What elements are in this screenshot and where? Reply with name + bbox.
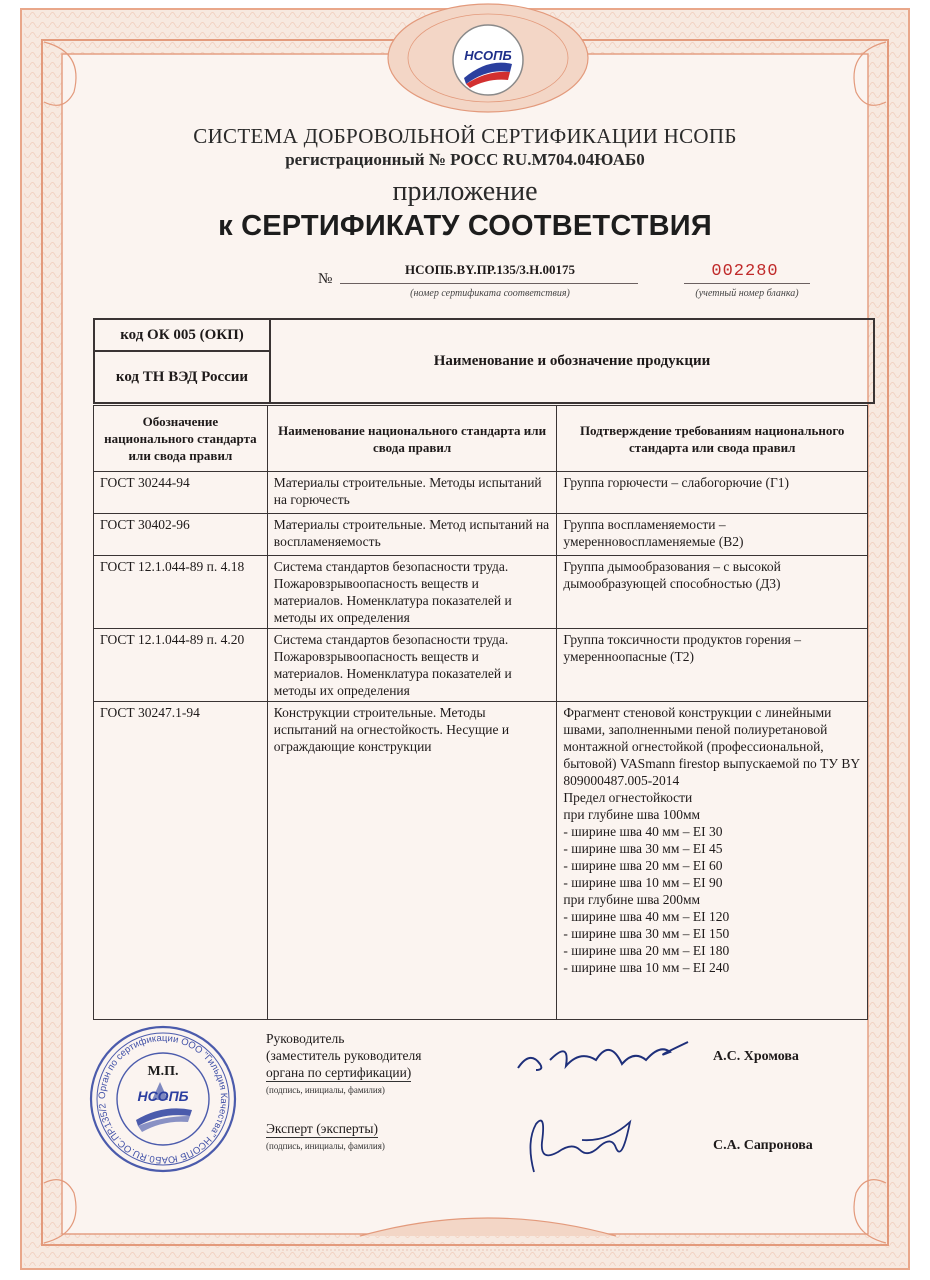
expert-signature <box>512 1102 642 1180</box>
standard-cell: ГОСТ 12.1.044-89 п. 4.18 <box>94 556 268 629</box>
head-signature-block <box>266 1030 422 1099</box>
standards-table <box>93 405 868 1020</box>
system-title: СИСТЕМА ДОБРОВОЛЬНОЙ СЕРТИФИКАЦИИ НСОПБ <box>193 124 737 148</box>
stamp-logo-text: НСОПБ <box>137 1088 189 1104</box>
confirmation-cell: Группа воспламеняемости – умеренновоспламеняемые (В2) <box>557 514 868 556</box>
product-name-title: Наименование и обозначение продукции <box>270 319 874 403</box>
head-name: А.С. Хромова <box>713 1049 799 1064</box>
certificate-number-caption: (номер сертификата соответствия) <box>410 288 570 299</box>
standard-name-cell: Материалы строительные. Метод испытаний на воспламеняемость <box>267 514 557 556</box>
list-item: - ширине шва 30 мм – EI 45 <box>563 841 723 856</box>
confirmation-cell: Группа токсичности продуктов горения – умеренноопасные (Т2) <box>557 629 868 702</box>
head-title-organ: органа по сертификации) <box>266 1065 412 1080</box>
list-item: - ширине шва 40 мм – EI 30 <box>563 824 723 839</box>
list-item: Предел огнестойкости <box>563 790 693 805</box>
table-header-row <box>94 406 868 472</box>
table-row <box>94 702 868 1020</box>
list-item: при глубине шва 100мм <box>563 807 701 822</box>
standard-name-cell: Система стандартов безопасности труда. Пожаровзрывоопасность веществ и материалов. Номенклатура показателей и методы их определения <box>267 629 557 702</box>
stamp-ring-text: Орган по сертификации ООО "Гильдия Качества" НСОПБ ЮАБ0.RU.ОС.ПР.135/2 <box>96 1032 230 1166</box>
official-stamp <box>88 1024 238 1179</box>
blank-number-caption: (учетный номер бланка) <box>695 288 799 299</box>
standard-cell: ГОСТ 30247.1-94 <box>94 702 268 1020</box>
number-label: № <box>318 271 333 287</box>
appendix-title: приложение <box>392 176 538 207</box>
standard-cell: ГОСТ 12.1.044-89 п. 4.20 <box>94 629 268 702</box>
confirmation-cell <box>557 702 868 1020</box>
certificate-number: НСОПБ.BY.ПР.135/3.Н.00175 <box>404 262 576 277</box>
head-title: Руководитель <box>266 1031 345 1046</box>
list-item: - ширине шва 30 мм – EI 150 <box>563 926 730 941</box>
expert-caption: (подпись, инициалы, фамилия) <box>266 1141 385 1151</box>
list-item: - ширине шва 10 мм – EI 240 <box>563 960 730 975</box>
standard-name-cell: Система стандартов безопасности труда. Пожаровзрывоопасность веществ и материалов. Номенклатура показателей и методы их определения <box>267 556 557 629</box>
registration-number: регистрационный № РОСС RU.М704.04ЮАБ0 <box>285 150 645 169</box>
column-header-name: Наименование национального стандарта или свода правил <box>267 406 557 472</box>
standard-cell: ГОСТ 30402-96 <box>94 514 268 556</box>
fire-resistance-list <box>563 704 861 976</box>
head-title-deputy: (заместитель руководителя <box>266 1048 422 1063</box>
list-item: Фрагмент стеновой конструкции с линейными швами, заполненными пеной полиуретановой монтажной огнестойкой (профессиональной, бытовой) VASmann firestop выпускаемой по ТУ BY 809000487.005-2014 <box>563 705 860 788</box>
table-row <box>94 514 868 556</box>
standard-cell: ГОСТ 30244-94 <box>94 472 268 514</box>
table-row <box>94 629 868 702</box>
list-item: - ширине шва 10 мм – EI 90 <box>563 875 723 890</box>
list-item: - ширине шва 40 мм – EI 120 <box>563 909 730 924</box>
blank-number: 002280 <box>711 262 779 281</box>
table-row <box>94 556 868 629</box>
confirmation-cell: Группа горючести – слабогорючие (Г1) <box>557 472 868 514</box>
list-item: при глубине шва 200мм <box>563 892 701 907</box>
codes-table <box>93 318 875 404</box>
standard-name-cell: Материалы строительные. Методы испытаний на горючесть <box>267 472 557 514</box>
expert-name: С.А. Сапронова <box>713 1138 813 1153</box>
stamp-label: М.П. <box>147 1064 179 1079</box>
nsopb-logo <box>450 22 526 98</box>
certificate-title: к СЕРТИФИКАТУ СООТВЕТСТВИЯ <box>218 210 712 242</box>
standard-name-cell: Конструкции строительные. Методы испытаний на огнестойкость. Несущие и ограждающие конструкции <box>267 702 557 1020</box>
confirmation-cell: Группа дымообразования – с высокой дымообразующей способностью (Д3) <box>557 556 868 629</box>
list-item: - ширине шва 20 мм – EI 60 <box>563 858 723 873</box>
expert-title: Эксперт (эксперты) <box>266 1121 378 1136</box>
tnved-code-label: код ТН ВЭД России <box>94 351 270 403</box>
table-row <box>94 472 868 514</box>
head-caption: (подпись, инициалы, фамилия) <box>266 1085 385 1095</box>
certificate-number-line <box>340 283 638 284</box>
blank-number-line <box>684 283 810 284</box>
logo-text: НСОПБ <box>464 48 512 63</box>
expert-signature-block <box>266 1120 385 1155</box>
okp-code-label: код ОК 005 (ОКП) <box>94 319 270 351</box>
column-header-designation: Обозначение национального стандарта или свода правил <box>94 406 268 472</box>
list-item: - ширине шва 20 мм – EI 180 <box>563 943 730 958</box>
column-header-confirmation: Подтверждение требованиям национального стандарта или свода правил <box>557 406 868 472</box>
head-signature <box>510 1030 700 1080</box>
